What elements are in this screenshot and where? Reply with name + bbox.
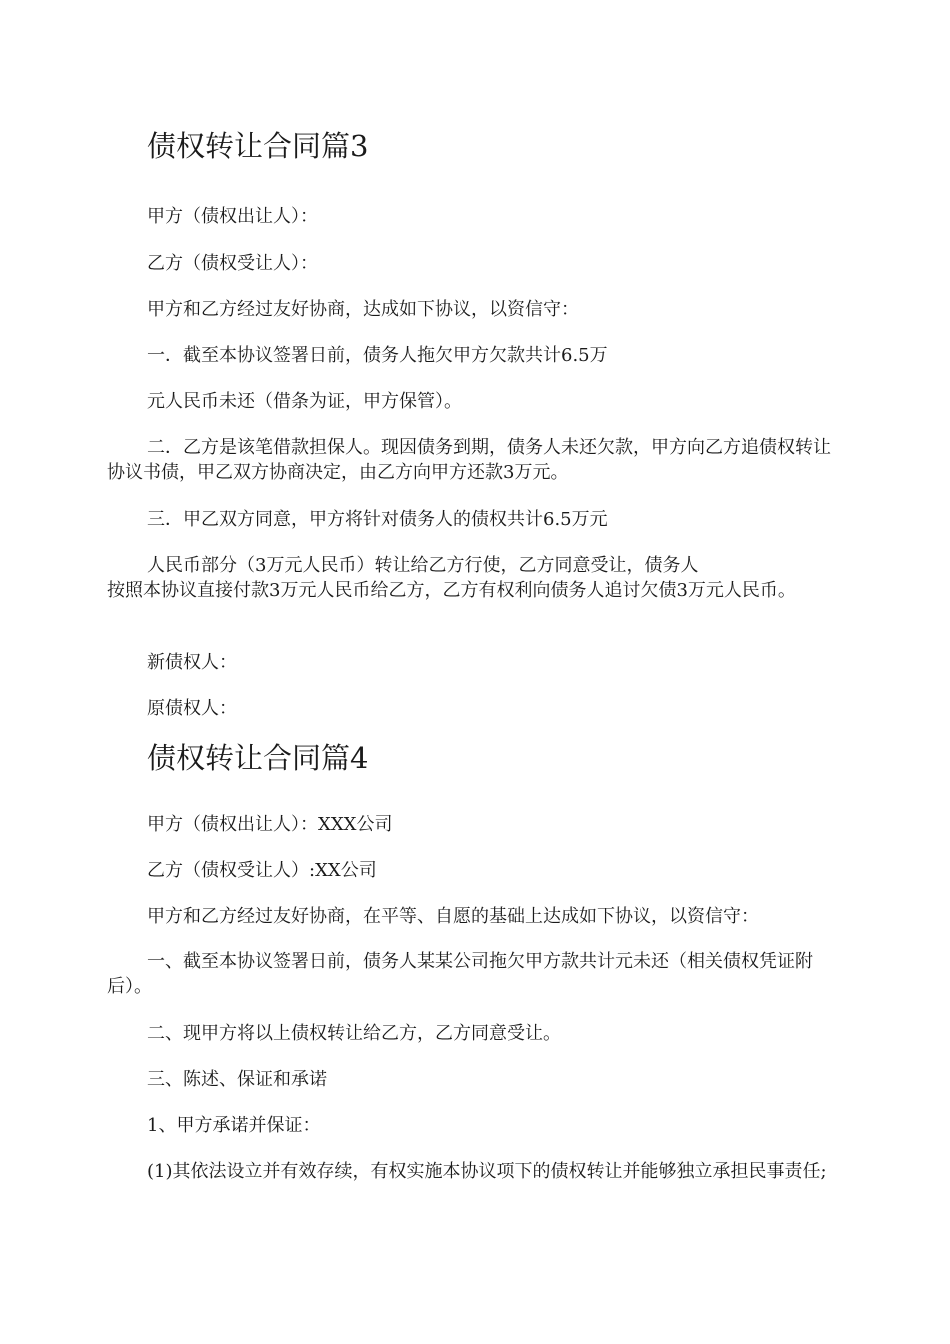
section-4-sub-1: 1、甲方承诺并保证：	[147, 1115, 321, 1136]
section-4-intro: 甲方和乙方经过友好协商，在平等、自愿的基础上达成如下协议，以资信守：	[147, 906, 759, 927]
section-3-clause-3-line-1: 三．甲乙双方同意，甲方将针对债务人的债权共计6.5万元	[147, 509, 608, 530]
section-4-party-b: 乙方（债权受让人）:XX公司	[147, 860, 377, 881]
section-4-clause-3: 三、陈述、保证和承诺	[147, 1069, 327, 1090]
section-3-party-b: 乙方（债权受让人）：	[147, 253, 318, 274]
section-4-clause-2: 二、现甲方将以上债权转让给乙方，乙方同意受让。	[147, 1023, 561, 1044]
section-4-clause-1: 一、截至本协议签署日前，债务人某某公司拖欠甲方款共计元未还（相关债权凭证附后）。	[107, 951, 813, 997]
section-4-party-a: 甲方（债权出让人）：XXX公司	[147, 814, 393, 835]
section-3-clause-3-line-3: 按照本协议直接付款3万元人民币给乙方，乙方有权利向债务人追讨欠债3万元人民币。	[107, 580, 796, 601]
section-3-clause-1-line-1: 一．截至本协议签署日前，债务人拖欠甲方欠款共计6.5万	[147, 345, 608, 366]
section-3-old-creditor: 原债权人：	[147, 698, 237, 719]
section-3-clause-2: 二．乙方是该笔借款担保人。现因债务到期，债务人未还欠款，甲方向乙方追债权转让协议书债，甲乙双方协商决定，由乙方向甲方还款3万元。	[107, 437, 831, 483]
section-4-sub-1-item-1: (1)其依法设立并有效存续，有权实施本协议项下的债权转让并能够独立承担民事责任;	[147, 1161, 827, 1182]
section-3-party-a: 甲方（债权出让人）：	[147, 206, 318, 227]
section-3-clause-3-line-2: 人民币部分（3万元人民币）转让给乙方行使，乙方同意受让，债务人	[147, 555, 699, 576]
section-3-new-creditor: 新债权人：	[147, 652, 237, 673]
section-3-title: 债权转让合同篇3	[147, 129, 369, 163]
section-3-clause-1-line-2: 元人民币未还（借条为证，甲方保管）。	[147, 391, 462, 412]
section-3-intro: 甲方和乙方经过友好协商，达成如下协议，以资信守：	[147, 299, 579, 320]
section-4-title: 债权转让合同篇4	[147, 741, 369, 775]
